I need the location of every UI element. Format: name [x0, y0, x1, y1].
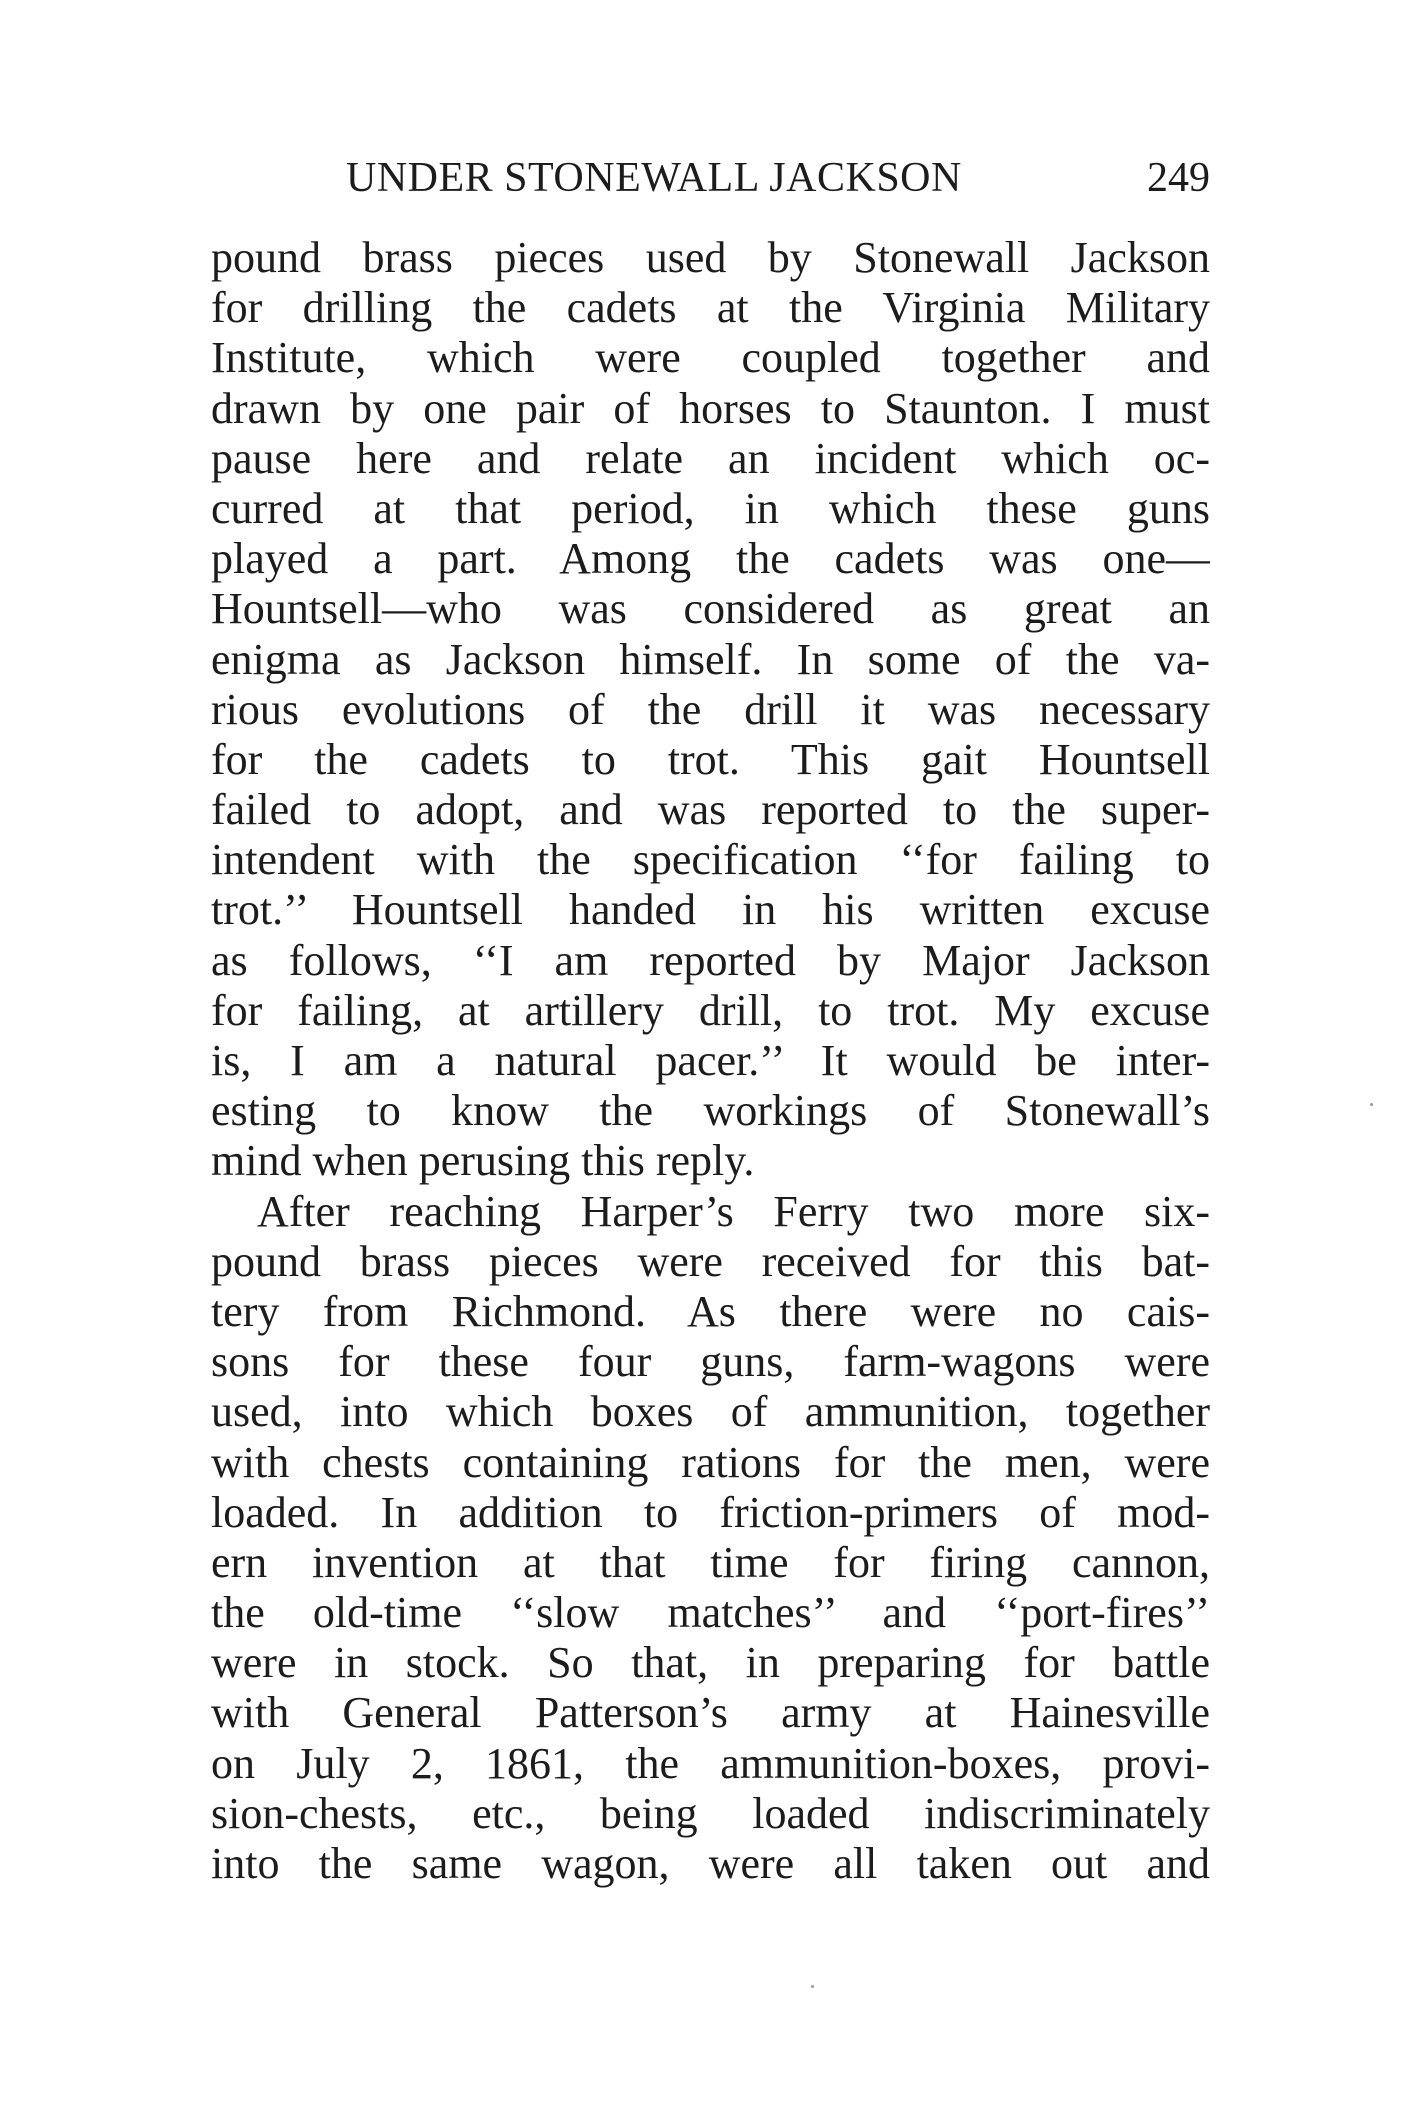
text-line: played a part. Among the cadets was one—	[211, 534, 1210, 584]
paragraph-start-line: After reaching Harper’s Ferry two more six-	[257, 1186, 1210, 1236]
text-line: ern invention at that time for firing cannon,	[211, 1537, 1210, 1587]
text-line: pause here and relate an incident which oc-	[211, 433, 1210, 483]
text-line: loaded. In addition to friction-primers of mod-	[211, 1487, 1210, 1537]
text-line: the old-time ‘‘slow matches’’ and ‘‘port-fires’’	[211, 1588, 1210, 1638]
text-line: rious evolutions of the drill it was necessary	[211, 684, 1210, 734]
page-header	[346, 148, 1210, 208]
text-line: for failing, at artillery drill, to trot. My excuse	[211, 985, 1210, 1035]
body-text	[211, 233, 1210, 1889]
text-line: were in stock. So that, in preparing for battle	[211, 1638, 1210, 1688]
text-line: pound brass pieces were received for this bat-	[211, 1236, 1210, 1286]
text-line: enigma as Jackson himself. In some of the va-	[211, 634, 1210, 684]
text-line: with General Patterson’s army at Hainesville	[211, 1688, 1210, 1738]
text-line: into the same wagon, were all taken out and	[211, 1839, 1210, 1888]
text-line: intendent with the specification ‘‘for failing to	[211, 835, 1210, 885]
text-line: as follows, ‘‘I am reported by Major Jackson	[211, 935, 1210, 985]
text-line: with chests containing rations for the men, were	[211, 1437, 1210, 1487]
paper-speck	[1370, 1103, 1373, 1106]
text-line: on July 2, 1861, the ammunition-boxes, provi-	[211, 1738, 1210, 1788]
text-line: curred at that period, in which these guns	[211, 483, 1210, 533]
text-line: used, into which boxes of ammunition, together	[211, 1387, 1210, 1437]
text-line: sion-chests, etc., being loaded indiscriminately	[211, 1788, 1210, 1838]
paper-speck	[811, 1985, 814, 1988]
text-line: trot.’’ Hountsell handed in his written excuse	[211, 885, 1210, 935]
text-line: Institute, which were coupled together and	[211, 333, 1210, 383]
page-number: 249	[1147, 155, 1210, 201]
running-head: UNDER STONEWALL JACKSON	[346, 155, 962, 201]
text-line: for the cadets to trot. This gait Hountsell	[211, 734, 1210, 784]
text-line: is, I am a natural pacer.’’ It would be inter-	[211, 1036, 1210, 1085]
text-line: Hountsell—who was considered as great an	[211, 584, 1210, 634]
text-line: for drilling the cadets at the Virginia Military	[211, 283, 1210, 333]
text-line: tery from Richmond. As there were no cais-	[211, 1286, 1210, 1336]
text-line: failed to adopt, and was reported to the super-	[211, 785, 1210, 835]
text-line: esting to know the workings of Stonewall’s	[211, 1086, 1210, 1136]
text-line: pound brass pieces used by Stonewall Jackson	[211, 233, 1210, 282]
text-line: sons for these four guns, farm-wagons were	[211, 1337, 1210, 1387]
paragraph-end-line: mind when perusing this reply.	[211, 1136, 755, 1186]
text-line: drawn by one pair of horses to Staunton. I must	[211, 383, 1210, 433]
